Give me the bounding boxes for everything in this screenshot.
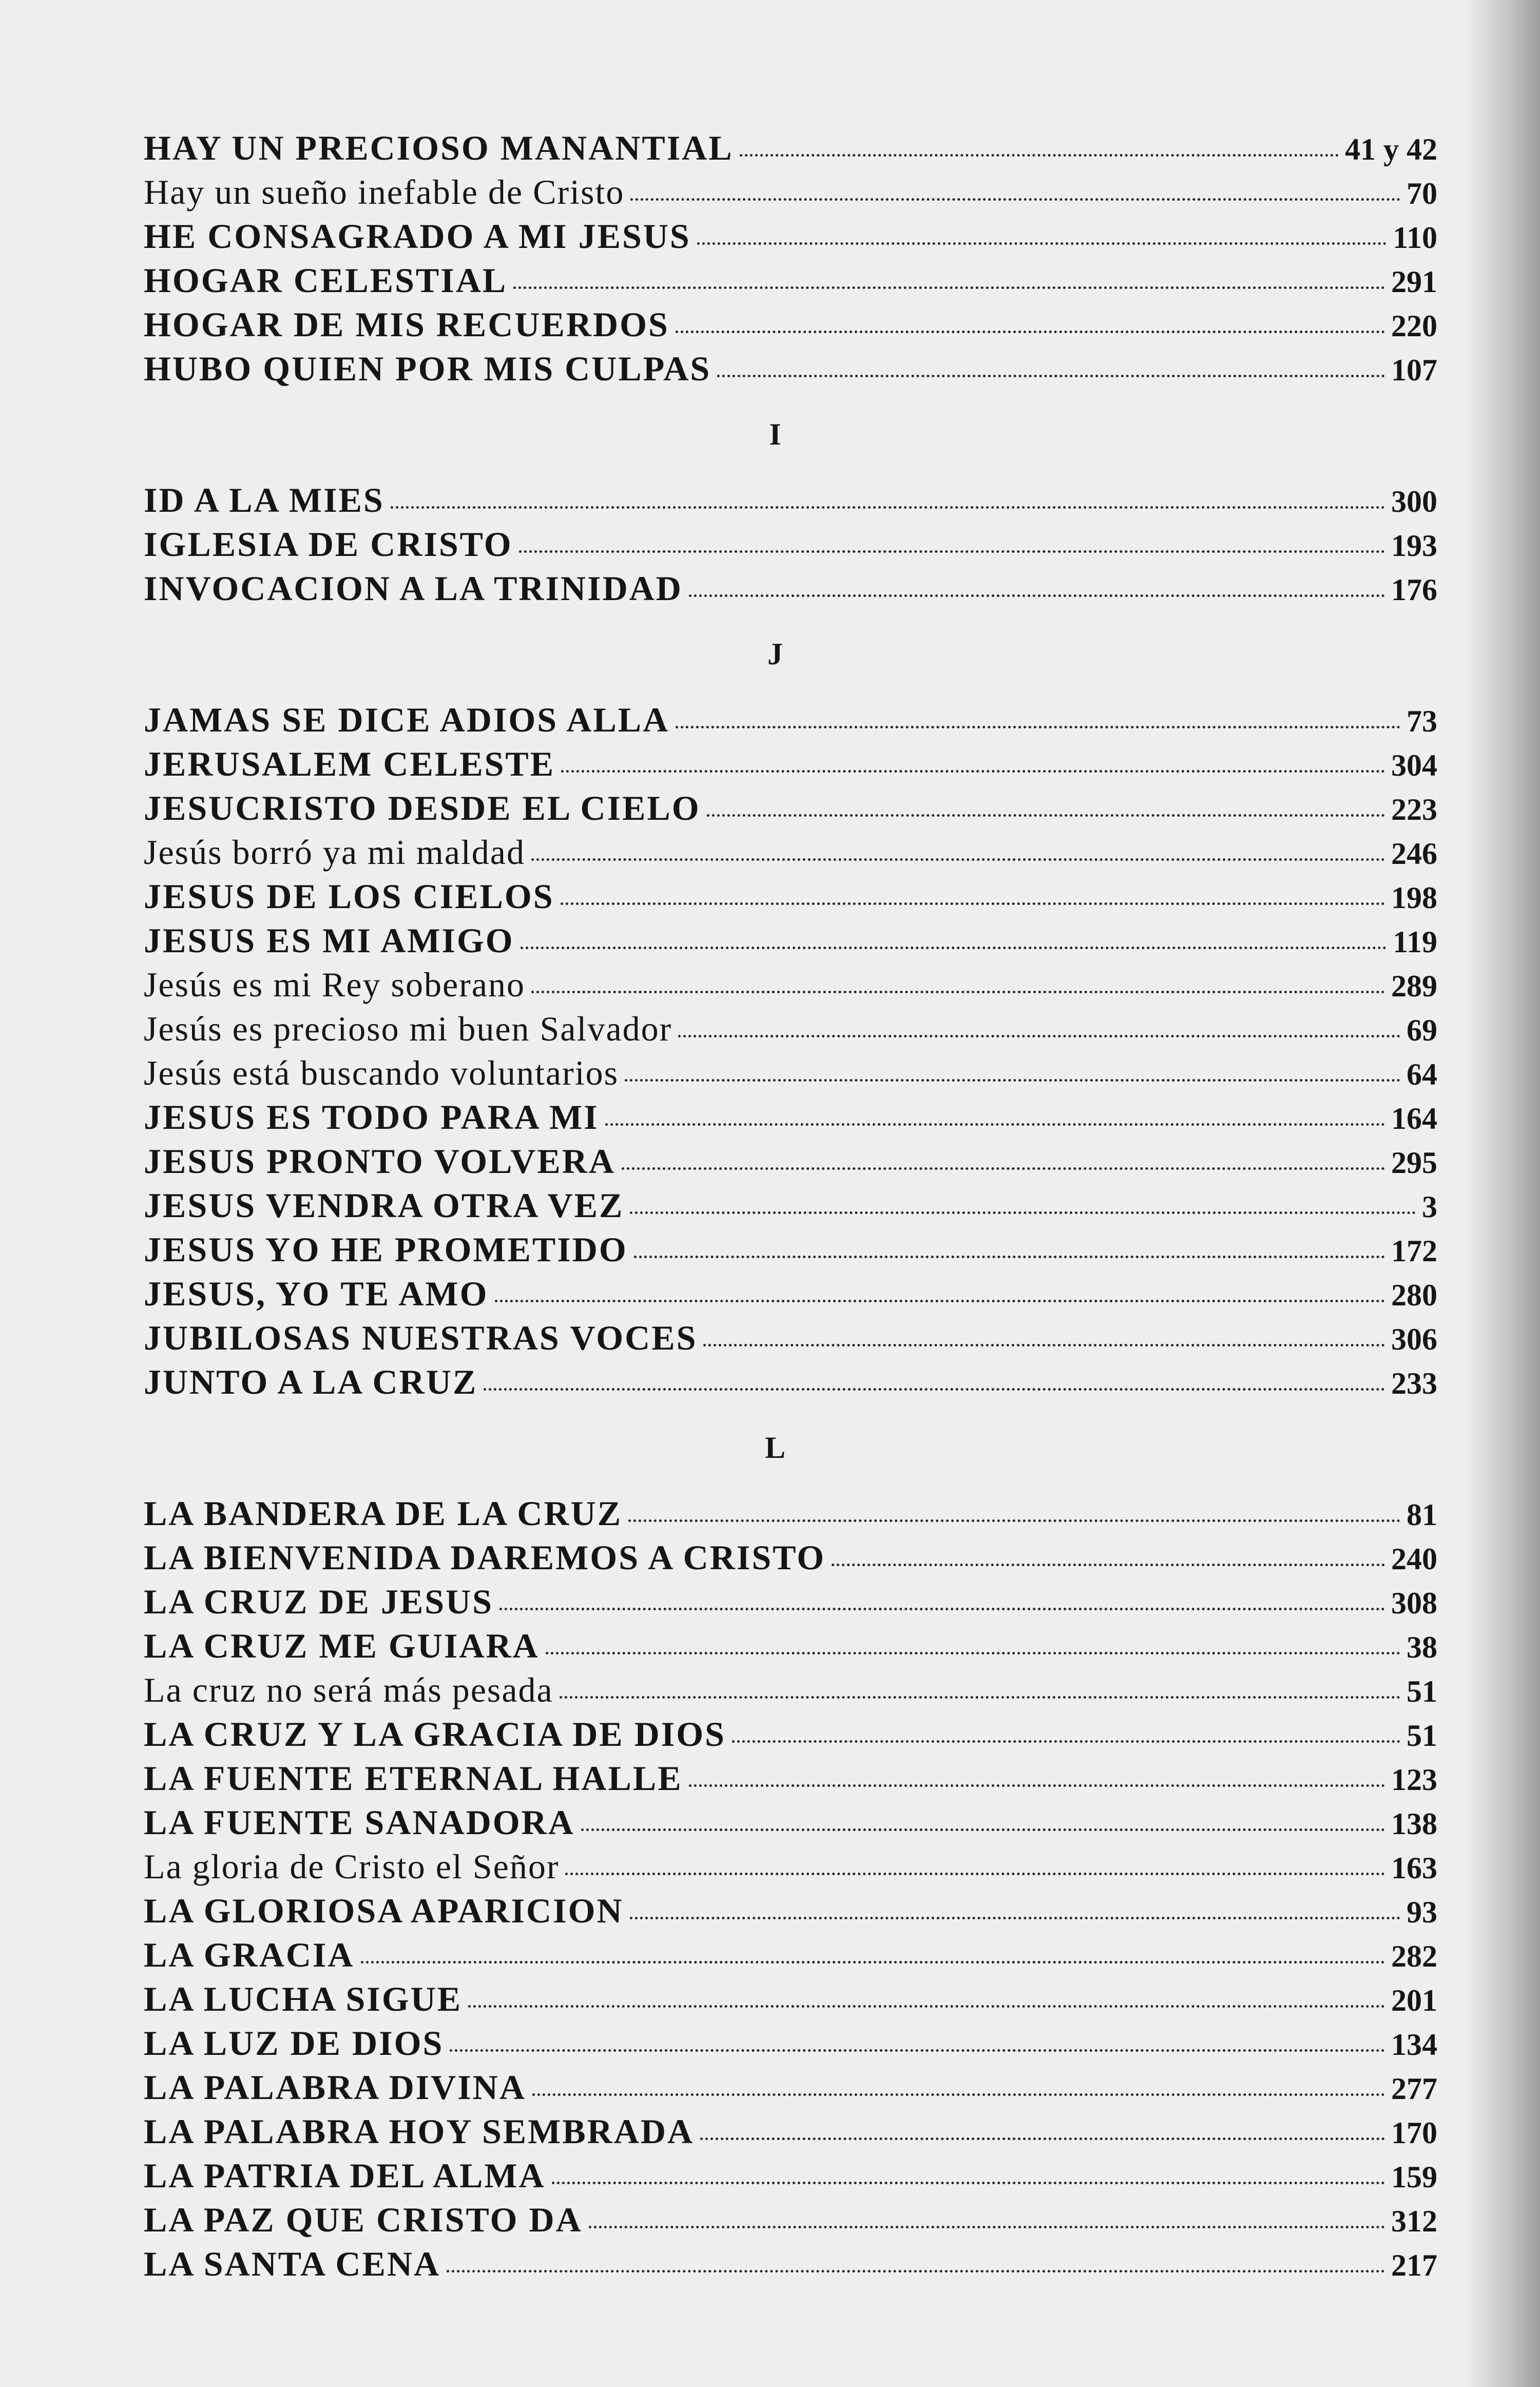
index-entry xyxy=(144,2242,1437,2286)
hymn-index-list xyxy=(144,126,1437,2286)
index-entry xyxy=(144,1272,1437,1316)
dot-leader xyxy=(622,1167,1385,1170)
section-letter: L xyxy=(764,1430,786,1465)
index-entry xyxy=(144,874,1437,918)
entry-page-number: 51 xyxy=(1407,1674,1437,1708)
entry-title: LA BANDERA DE LA CRUZ xyxy=(144,1494,623,1533)
index-entry xyxy=(144,126,1437,170)
entry-title: LA FUENTE ETERNAL HALLE xyxy=(144,1759,683,1798)
entry-page-number: 51 xyxy=(1407,1719,1437,1753)
dot-leader xyxy=(732,1740,1400,1743)
entry-page-number: 246 xyxy=(1391,837,1437,871)
index-entry xyxy=(144,2153,1437,2198)
entry-page-number: 134 xyxy=(1391,2028,1437,2062)
index-entry xyxy=(144,1624,1437,1668)
entry-page-number: 223 xyxy=(1391,793,1437,826)
dot-leader xyxy=(678,1035,1400,1037)
entry-page-number: 159 xyxy=(1391,2160,1437,2194)
dot-leader xyxy=(676,726,1400,728)
entry-title: JESUS DE LOS CIELOS xyxy=(144,877,554,916)
index-entry xyxy=(144,1580,1437,1624)
index-entry xyxy=(144,2065,1437,2109)
dot-leader xyxy=(740,154,1339,157)
dot-leader xyxy=(391,506,1385,509)
dot-leader xyxy=(531,858,1385,861)
dot-leader xyxy=(519,550,1385,553)
index-entry xyxy=(144,1491,1437,1535)
entry-title: LA CRUZ Y LA GRACIA DE DIOS xyxy=(144,1715,726,1754)
dot-leader xyxy=(495,1300,1385,1302)
entry-title: HOGAR DE MIS RECUERDOS xyxy=(144,305,669,344)
index-entry xyxy=(144,918,1437,962)
index-entry xyxy=(144,2021,1437,2065)
entry-title: JERUSALEM CELESTE xyxy=(144,744,555,783)
index-entry xyxy=(144,1360,1437,1404)
index-entry xyxy=(144,1183,1437,1227)
entry-page-number: 280 xyxy=(1391,1278,1437,1312)
entry-title: JESUS ES TODO PARA MI xyxy=(144,1098,599,1137)
entry-title: HAY UN PRECIOSO MANANTIAL xyxy=(144,128,734,167)
index-entry xyxy=(144,1800,1437,1844)
entry-page-number: 312 xyxy=(1391,2204,1437,2238)
entry-title: JESUS ES MI AMIGO xyxy=(144,921,514,960)
entry-title: HUBO QUIEN POR MIS CULPAS xyxy=(144,349,711,388)
entry-title: JUBILOSAS NUESTRAS VOCES xyxy=(144,1318,698,1357)
dot-leader xyxy=(697,242,1387,245)
entry-page-number: 138 xyxy=(1391,1807,1437,1841)
entry-title: LA PALABRA DIVINA xyxy=(144,2068,526,2107)
dot-leader xyxy=(625,1079,1400,1082)
entry-page-number: 172 xyxy=(1391,1234,1437,1268)
index-entry xyxy=(144,1007,1437,1051)
dot-leader xyxy=(703,1344,1385,1346)
dot-leader xyxy=(484,1388,1385,1391)
dot-leader xyxy=(634,1256,1385,1258)
index-entry xyxy=(144,258,1437,302)
index-entry xyxy=(144,302,1437,346)
dot-leader xyxy=(552,2182,1385,2184)
index-entry xyxy=(144,1095,1437,1139)
entry-title: JAMAS SE DICE ADIOS ALLA xyxy=(144,700,670,739)
entry-title: JESUS PRONTO VOLVERA xyxy=(144,1142,615,1181)
dot-leader xyxy=(630,1211,1416,1214)
entry-page-number: 282 xyxy=(1391,1939,1437,1973)
dot-leader xyxy=(531,991,1385,993)
dot-leader xyxy=(468,2005,1385,2008)
index-entry xyxy=(144,2109,1437,2153)
entry-title: La cruz no será más pesada xyxy=(144,1670,553,1709)
index-entry xyxy=(144,786,1437,830)
entry-title: LA PATRIA DEL ALMA xyxy=(144,2156,546,2195)
index-entry xyxy=(144,1756,1437,1800)
entry-page-number: 119 xyxy=(1393,925,1437,959)
entry-title: LA SANTA CENA xyxy=(144,2244,441,2283)
index-entry xyxy=(144,962,1437,1007)
dot-leader xyxy=(700,2138,1385,2140)
entry-page-number: 107 xyxy=(1391,353,1437,387)
entry-title: LA PALABRA HOY SEMBRADA xyxy=(144,2112,695,2151)
index-entry xyxy=(144,1051,1437,1095)
entry-title: Jesús es precioso mi buen Salvador xyxy=(144,1009,672,1048)
dot-leader xyxy=(832,1564,1385,1566)
entry-page-number: 306 xyxy=(1391,1322,1437,1356)
page-edge-shadow xyxy=(1463,0,1540,2387)
entry-page-number: 291 xyxy=(1391,265,1437,299)
index-entry xyxy=(144,1977,1437,2021)
index-entry xyxy=(144,1668,1437,1712)
dot-leader xyxy=(707,814,1385,817)
dot-leader xyxy=(499,1608,1385,1610)
entry-title: JESUCRISTO DESDE EL CIELO xyxy=(144,788,701,827)
entry-page-number: 64 xyxy=(1407,1057,1437,1091)
dot-leader xyxy=(689,594,1385,597)
entry-page-number: 3 xyxy=(1422,1190,1437,1224)
entry-title: ID A LA MIES xyxy=(144,480,384,519)
dot-leader xyxy=(605,1123,1385,1126)
entry-title: JESUS YO HE PROMETIDO xyxy=(144,1230,628,1269)
entry-title: Jesús está buscando voluntarios xyxy=(144,1053,619,1092)
entry-page-number: 38 xyxy=(1407,1630,1437,1664)
entry-page-number: 304 xyxy=(1391,748,1437,782)
index-entry xyxy=(144,1889,1437,1933)
entry-title: JESUS VENDRA OTRA VEZ xyxy=(144,1186,624,1225)
dot-leader xyxy=(521,947,1387,949)
section-letter: J xyxy=(767,637,783,671)
entry-title: LA GLORIOSA APARICION xyxy=(144,1891,624,1930)
index-entry xyxy=(144,566,1437,610)
entry-title: LA LUZ DE DIOS xyxy=(144,2024,444,2063)
entry-page-number: 277 xyxy=(1391,2072,1437,2106)
section-letter: I xyxy=(769,417,781,451)
index-entry xyxy=(144,1933,1437,1977)
entry-title: LA CRUZ ME GUIARA xyxy=(144,1626,540,1665)
entry-page-number: 170 xyxy=(1391,2116,1437,2150)
entry-title: Jesús borró ya mi maldad xyxy=(144,833,525,872)
entry-title: LA CRUZ DE JESUS xyxy=(144,1582,493,1621)
index-entry xyxy=(144,1139,1437,1183)
dot-leader xyxy=(565,1873,1385,1875)
entry-title: LA BIENVENIDA DAREMOS A CRISTO xyxy=(144,1538,826,1577)
entry-title: LA GRACIA xyxy=(144,1935,355,1974)
entry-page-number: 123 xyxy=(1391,1763,1437,1797)
entry-title: La gloria de Cristo el Señor xyxy=(144,1847,560,1886)
entry-title: HOGAR CELESTIAL xyxy=(144,261,508,300)
dot-leader xyxy=(581,1828,1385,1831)
entry-title: Hay un sueño inefable de Cristo xyxy=(144,172,625,211)
entry-page-number: 69 xyxy=(1407,1013,1437,1047)
index-entry xyxy=(144,2198,1437,2242)
dot-leader xyxy=(676,331,1385,333)
dot-leader xyxy=(560,1696,1400,1699)
entry-page-number: 70 xyxy=(1407,177,1437,210)
index-entry xyxy=(144,830,1437,874)
entry-page-number: 93 xyxy=(1407,1895,1437,1929)
dot-leader xyxy=(546,1652,1400,1654)
entry-page-number: 110 xyxy=(1393,221,1437,255)
index-entry xyxy=(144,214,1437,258)
dot-leader xyxy=(717,375,1385,377)
dot-leader xyxy=(561,902,1385,905)
dot-leader xyxy=(361,1961,1385,1964)
dot-leader xyxy=(589,2226,1385,2228)
dot-leader xyxy=(630,198,1400,201)
entry-title: LA PAZ QUE CRISTO DA xyxy=(144,2200,583,2239)
entry-title: INVOCACION A LA TRINIDAD xyxy=(144,569,683,608)
dot-leader xyxy=(532,2093,1385,2096)
entry-page-number: 81 xyxy=(1407,1498,1437,1532)
entry-page-number: 164 xyxy=(1391,1102,1437,1135)
dot-leader xyxy=(450,2049,1385,2052)
entry-page-number: 295 xyxy=(1391,1146,1437,1180)
dot-leader xyxy=(630,1917,1400,1919)
index-entry xyxy=(144,1535,1437,1580)
entry-title: LA LUCHA SIGUE xyxy=(144,1979,463,2018)
entry-page-number: 240 xyxy=(1391,1542,1437,1576)
entry-page-number: 217 xyxy=(1391,2248,1437,2282)
index-entry xyxy=(144,698,1437,742)
index-entry xyxy=(144,1712,1437,1756)
entry-title: LA FUENTE SANADORA xyxy=(144,1803,575,1842)
entry-page-number: 176 xyxy=(1391,573,1437,607)
entry-page-number: 220 xyxy=(1391,309,1437,343)
index-entry xyxy=(144,1844,1437,1889)
entry-page-number: 233 xyxy=(1391,1366,1437,1400)
index-entry xyxy=(144,742,1437,786)
index-entry xyxy=(144,522,1437,566)
entry-title: JESUS, YO TE AMO xyxy=(144,1274,489,1313)
entry-page-number: 198 xyxy=(1391,881,1437,915)
dot-leader xyxy=(628,1519,1400,1522)
entry-title: HE CONSAGRADO A MI JESUS xyxy=(144,217,691,256)
dot-leader xyxy=(689,1784,1385,1787)
entry-page-number: 300 xyxy=(1391,485,1437,518)
index-entry xyxy=(144,170,1437,214)
entry-page-number: 201 xyxy=(1391,1984,1437,2017)
index-entry xyxy=(144,478,1437,522)
entry-page-number: 193 xyxy=(1391,529,1437,563)
dot-leader xyxy=(561,770,1385,773)
index-entry xyxy=(144,346,1437,391)
entry-title: IGLESIA DE CRISTO xyxy=(144,525,513,564)
index-entry xyxy=(144,1227,1437,1272)
entry-page-number: 289 xyxy=(1391,969,1437,1003)
entry-page-number: 41 y 42 xyxy=(1345,132,1437,166)
entry-page-number: 163 xyxy=(1391,1851,1437,1885)
dot-leader xyxy=(447,2270,1385,2273)
entry-title: Jesús es mi Rey soberano xyxy=(144,965,526,1004)
entry-page-number: 308 xyxy=(1391,1586,1437,1620)
entry-title: JUNTO A LA CRUZ xyxy=(144,1362,478,1401)
entry-page-number: 73 xyxy=(1407,704,1437,738)
index-entry xyxy=(144,1316,1437,1360)
dot-leader xyxy=(513,286,1385,289)
